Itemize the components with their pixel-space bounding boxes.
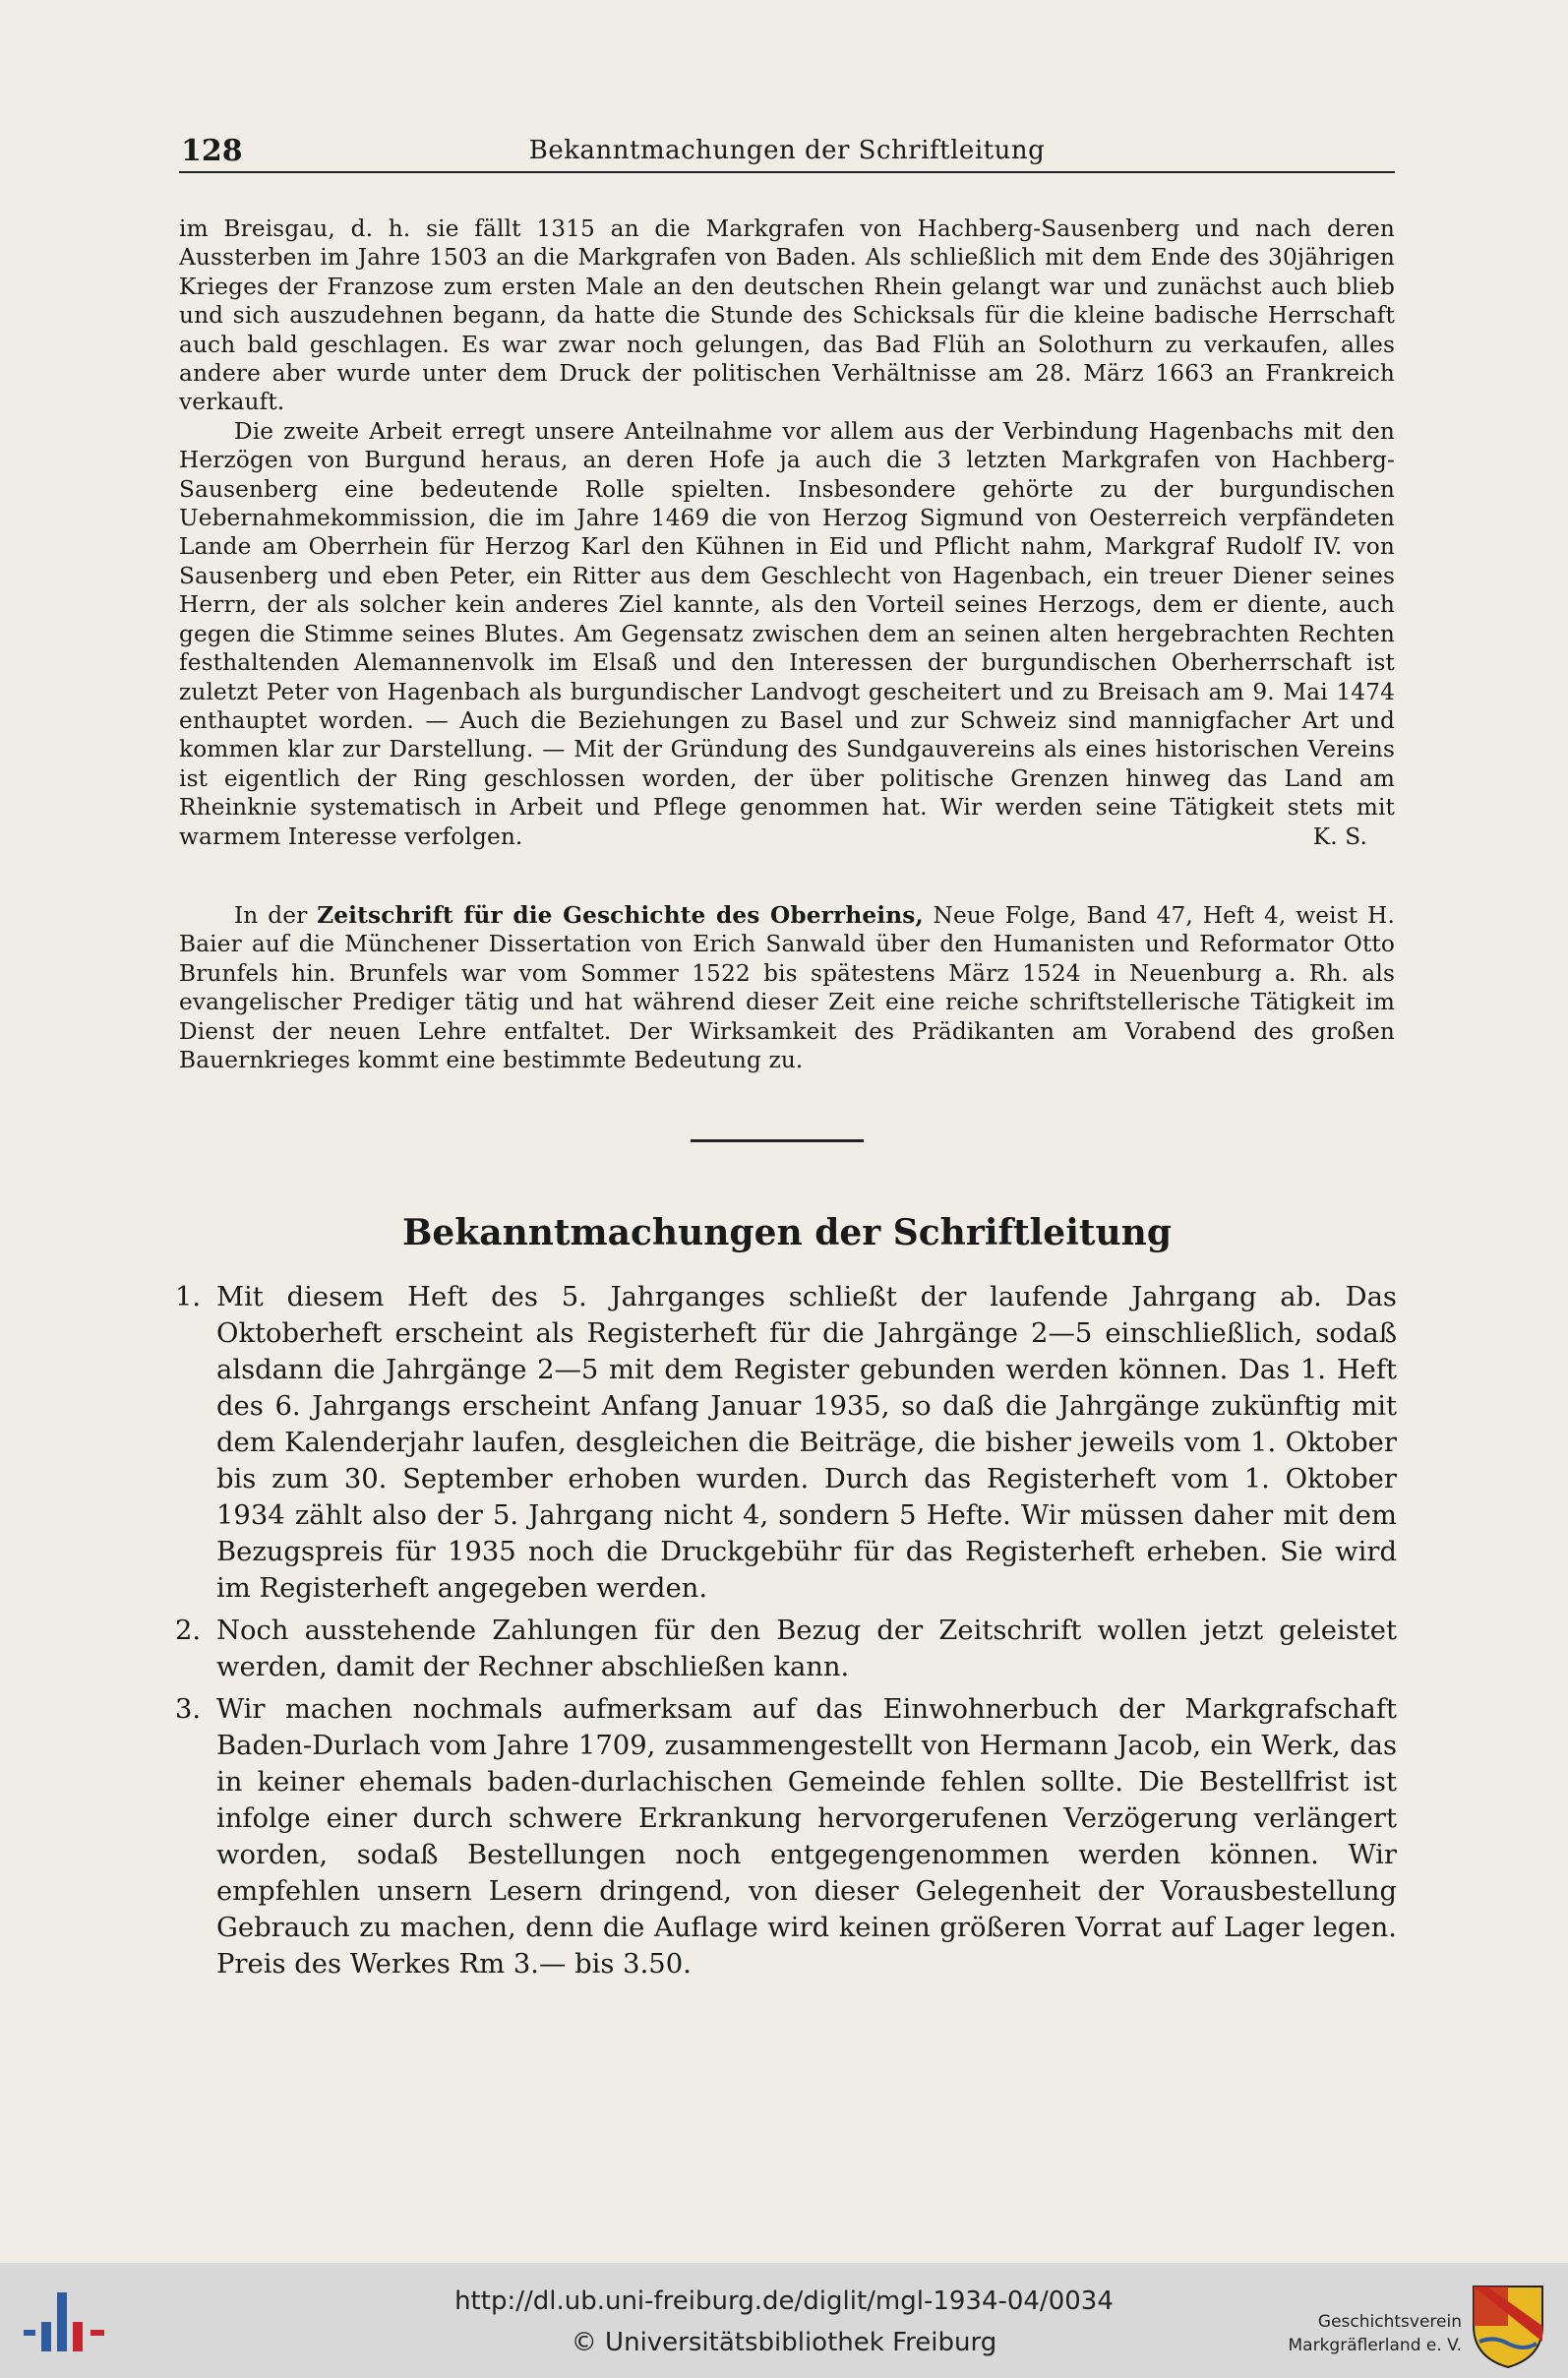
list-item	[175, 1279, 1397, 1607]
journal-title: Zeitschrift für die Geschichte des Oberrheins,	[317, 902, 924, 929]
running-title: Bekanntmachungen der Schriftleitung	[528, 136, 1046, 165]
coat-of-arms-icon[interactable]	[1470, 2283, 1546, 2369]
list-item-number: 2.	[175, 1616, 202, 1646]
society-name-line: Geschichtsverein	[1317, 2312, 1462, 2332]
paragraph-text: Neue Folge, Band 47, Heft 4, weist H. Baier auf die Münchener Dissertation von Erich Sanwald über den Humanisten und Reformator Otto Brunfels hin. Brunfels war vom Sommer 1522 bis spätestens März 1524 in Neuenburg a. Rh. als evangelischer Prediger tätig und hat während dieser Zeit eine reiche schriftstellerische Tätigkeit im Dienst der neuen Lehre entfaltet. Der Wirksamkeit des Prädikanten am Vorabend des großen Bauernkrieges kommt eine bestimmte Bedeutung zu.	[179, 902, 1395, 1074]
author-initials: K. S.	[1312, 823, 1367, 850]
page-number: 128	[181, 134, 243, 168]
list-item	[175, 1613, 1397, 1685]
document-url-link[interactable]: http://dl.ub.uni-freiburg.de/diglit/mgl-1934-04/0034	[454, 2287, 1114, 2316]
review-text-block	[179, 214, 1395, 851]
review-text-block	[179, 901, 1395, 1074]
paragraph	[179, 417, 1395, 851]
list-item	[175, 1691, 1397, 1982]
society-name	[1265, 2310, 1462, 2357]
copyright-notice: © Universitätsbibliothek Freiburg	[571, 2328, 997, 2357]
society-name-line: Markgräflerland e. V.	[1288, 2336, 1462, 2355]
section-divider	[691, 1139, 864, 1142]
paragraph-text: Die zweite Arbeit erregt unsere Anteilnahme vor allem aus der Verbindung Hagenbachs mit den Herzögen von Burgund heraus, an deren Hofe ja auch die 3 letzten Markgrafen von Hachberg-Sausenberg eine bedeutende Rolle spielten. Insbesondere gehörte zu der burgundischen Uebernahmekommission, die im Jahre 1469 die von Herzog Sigmund von Oesterreich verpfändeten Lande am Oberrhein für Herzog Karl den Kühnen in Eid und Pflicht nahm, Markgraf Rudolf IV. von Sausenberg und eben Peter, ein Ritter aus dem Geschlecht von Hagenbach, ein treuer Diener seines Herrn, der als solcher kein anderes Ziel kannte, als den Vorteil seines Herzogs, dem er diente, auch gegen die Stimme seines Blutes. Am Gegensatz zwischen dem an seinen alten hergebrachten Rechten festhaltenden Alemannenvolk im Elsaß und den Interessen der burgundischen Oberherrschaft ist zuletzt Peter von Hagenbach als burgundischer Landvogt gescheitert und zu Breisach am 9. Mai 1474 enthauptet worden. — Auch die Beziehungen zu Basel und zur Schweiz sind mannigfacher Art und kommen klar zur Darstellung. — Mit der Gründung des Sundgauvereins als eines historischen Vereins ist eigentlich der Ring geschlossen worden, der über politische Grenzen hinweg das Land am Rheinknie systematisch in Arbeit und Pflege genommen hat. Wir werden seine Tätigkeit stets mit warmem Interesse verfolgen.	[179, 417, 1395, 850]
viewer-footer	[0, 2263, 1568, 2378]
list-item-text: Wir machen nochmals aufmerksam auf das Einwohnerbuch der Markgrafschaft Baden-Durlach vom Jahre 1709, zusammengestellt von Hermann Jacob, ein Werk, das in keiner ehemals baden-durlachischen Gemeinde fehlen sollte. Die Bestellfrist ist infolge einer durch schwere Erkrankung hervorgerufenen Verzögerung verlängert worden, sodaß Bestellungen noch entgegengenommen werden können. Wir empfehlen unsern Lesern dringend, von dieser Gelegenheit der Vorausbestellung Gebrauch zu machen, denn die Auflage wird keinen größeren Vorrat auf Lager legen. Preis des Werkes Rm 3.— bis 3.50.	[216, 1694, 1397, 1980]
page-header	[179, 130, 1395, 173]
paragraph	[179, 901, 1395, 1074]
list-item-number: 3.	[175, 1694, 202, 1725]
paragraph-lead: In der	[234, 902, 308, 929]
list-item-text: Noch ausstehende Zahlungen für den Bezug der Zeitschrift wollen jetzt geleistet werden, damit der Rechner abschließen kann.	[216, 1616, 1397, 1682]
paragraph: im Breisgau, d. h. sie fällt 1315 an die Markgrafen von Hachberg-Sausenberg und nach deren Aussterben im Jahre 1503 an die Markgrafen von Baden. Als schließlich mit dem Ende des 30jährigen Krieges der Franzose zum ersten Male an den deutschen Rhein gelangt war und zunächst auch blieb und sich auszudehnen begann, da hatte die Stunde des Schicksals für die kleine badische Herrschaft auch bald geschlagen. Es war zwar noch gelungen, das Bad Flüh an Solothurn zu verkaufen, alles andere aber wurde unter dem Druck der politischen Verhältnisse am 28. März 1663 an Frankreich verkauft.	[179, 215, 1395, 416]
list-item-text: Mit diesem Heft des 5. Jahrganges schließt der laufende Jahrgang ab. Das Oktoberheft erscheint als Registerheft für die Jahrgänge 2—5 einschließlich, sodaß alsdann die Jahrgänge 2—5 mit dem Register gebunden werden können. Das 1. Heft des 6. Jahrgangs erscheint Anfang Januar 1935, so daß die Jahrgänge zukünftig mit dem Kalenderjahr laufen, desgleichen die Beiträge, die bisher jeweils vom 1. Oktober bis zum 30. September erhoben wurden. Durch das Registerheft vom 1. Oktober 1934 zählt also der 5. Jahrgang nicht 4, sondern 5 Hefte. Wir müssen daher mit dem Bezugspreis für 1935 noch die Druckgebühr für das Registerheft erheben. Sie wird im Registerheft angegeben werden.	[216, 1282, 1397, 1604]
notice-list	[175, 1279, 1397, 1988]
list-item-number: 1.	[175, 1282, 202, 1312]
section-title: Bekanntmachungen der Schriftleitung	[401, 1212, 1173, 1253]
